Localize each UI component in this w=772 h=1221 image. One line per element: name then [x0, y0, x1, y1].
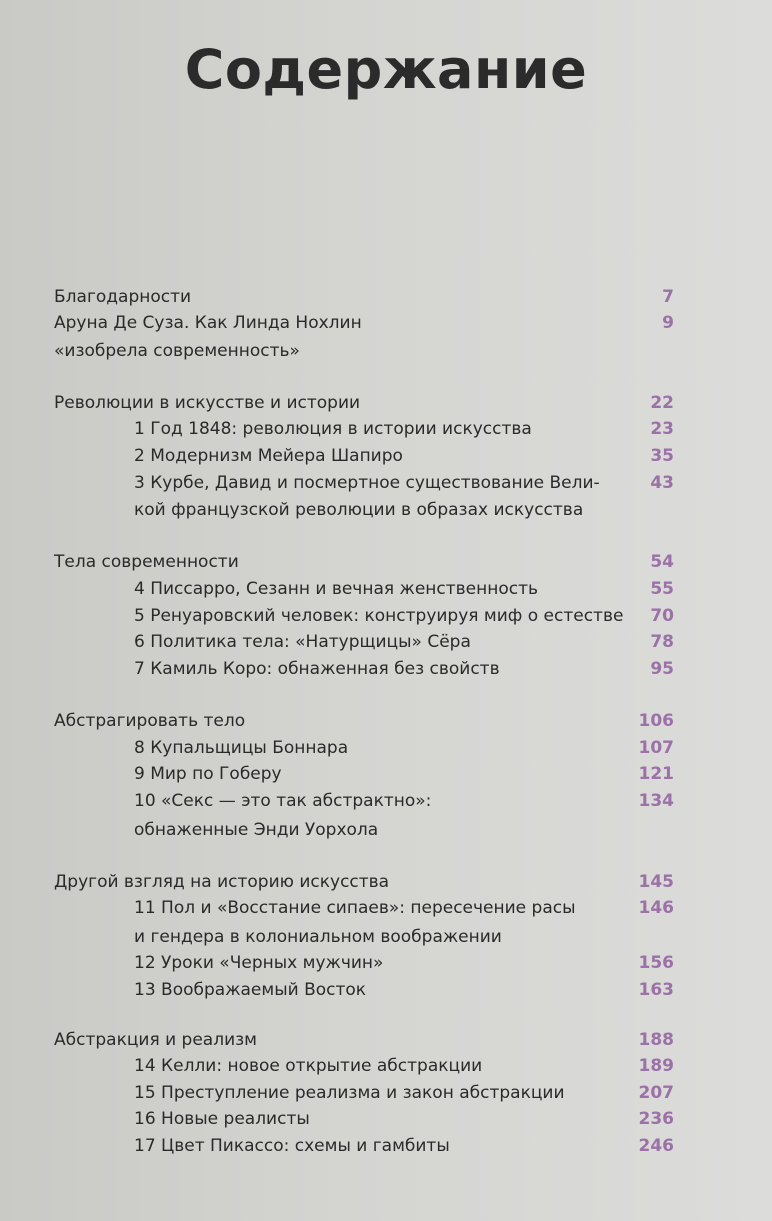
toc-entry-page-number: 236 [638, 1109, 674, 1129]
toc-entry-page-number: 121 [638, 764, 674, 784]
toc-entry-title: кой французской революции в образах искусства [134, 500, 584, 520]
toc-entry [0, 817, 772, 843]
toc-entry [0, 549, 772, 575]
toc-entry-page-number: 95 [650, 659, 674, 679]
toc-entry-page-number: 145 [638, 872, 674, 892]
toc-entry-page-number: 78 [650, 632, 674, 652]
toc-entry [0, 656, 772, 682]
toc-entry-page-number: 107 [638, 738, 674, 758]
toc-entry-page-number: 70 [650, 606, 674, 626]
page-title: Содержание [184, 38, 588, 101]
toc-entry-page-number: 163 [638, 980, 674, 1000]
toc-entry-page-number: 156 [638, 953, 674, 973]
toc-entry [0, 576, 772, 602]
toc-entry-page-number: 207 [638, 1083, 674, 1103]
toc-entry [0, 629, 772, 655]
toc-entry [0, 390, 772, 416]
toc-entry [0, 470, 772, 496]
toc-entry [0, 284, 772, 310]
toc-entry-page-number: 22 [650, 393, 674, 413]
toc-entry [0, 977, 772, 1003]
toc-entry-page-number: 23 [650, 419, 674, 439]
toc-entry-title: 1 Год 1848: революция в истории искусства [134, 419, 532, 439]
toc-entry-title: 6 Политика тела: «Натурщицы» Сёра [134, 632, 471, 652]
toc-entry [0, 708, 772, 734]
toc-entry-page-number: 9 [662, 313, 674, 333]
toc-entry [0, 416, 772, 442]
toc-entry-page-number: 43 [650, 473, 674, 493]
toc-entry [0, 603, 772, 629]
toc-entry-title: Благодарности [54, 287, 192, 307]
toc-entry-title: Аруна Де Суза. Как Линда Нохлин [54, 313, 362, 333]
toc-entry-page-number: 246 [638, 1136, 674, 1156]
toc-entry-title: Революции в искусстве и истории [54, 393, 361, 413]
toc-entry-page-number: 35 [650, 446, 674, 466]
toc-entry-title: обнаженные Энди Уорхола [134, 820, 379, 840]
toc-entry [0, 924, 772, 950]
toc-entry [0, 788, 772, 814]
toc-entry [0, 1080, 772, 1106]
toc-entry [0, 443, 772, 469]
toc-entry-page-number: 134 [638, 791, 674, 811]
toc-entry-title: Тела современности [54, 552, 239, 572]
toc-entry-title: 16 Новые реалисты [134, 1109, 310, 1129]
toc-entry-page-number: 54 [650, 552, 674, 572]
toc-entry [0, 869, 772, 895]
toc-entry-page-number: 106 [638, 711, 674, 731]
toc-entry-title: 10 «Секс — это так абстрактно»: [134, 791, 432, 811]
toc-entry [0, 1133, 772, 1159]
toc-entry-title: 11 Пол и «Восстание сипаев»: пересечение расы [134, 898, 576, 918]
toc-entry-title: 17 Цвет Пикассо: схемы и гамбиты [134, 1136, 450, 1156]
toc-entry [0, 497, 772, 523]
toc-entry-title: «изобрела современность» [54, 341, 300, 361]
toc-entry [0, 1053, 772, 1079]
toc-entry-title: 3 Курбе, Давид и посмертное существование Вели- [134, 473, 600, 493]
toc-entry [0, 310, 772, 336]
toc-entry-title: 5 Ренуаровский человек: конструируя миф о естестве [134, 606, 624, 626]
toc-entry-title: 2 Модернизм Мейера Шапиро [134, 446, 403, 466]
toc-entry-page-number: 146 [638, 898, 674, 918]
toc-entry [0, 1106, 772, 1132]
toc-entry-title: 13 Воображаемый Восток [134, 980, 367, 1000]
toc-entry-page-number: 7 [662, 287, 674, 307]
toc-entry-title: 15 Преступление реализма и закон абстракции [134, 1083, 565, 1103]
toc-entry-title: 7 Камиль Коро: обнаженная без свойств [134, 659, 500, 679]
toc-entry-title: 4 Писсарро, Сезанн и вечная женственность [134, 579, 539, 599]
toc-entry-title: 8 Купальщицы Боннара [134, 738, 349, 758]
toc-entry-title: 12 Уроки «Черных мужчин» [134, 953, 384, 973]
toc-entry-page-number: 188 [638, 1030, 674, 1050]
toc-entry-title: 14 Келли: новое открытие абстракции [134, 1056, 483, 1076]
toc-entry-title: 9 Мир по Гоберу [134, 764, 282, 784]
toc-entry [0, 761, 772, 787]
toc-entry-title: Абстрагировать тело [54, 711, 246, 731]
toc-entry [0, 735, 772, 761]
toc-entry [0, 1027, 772, 1053]
toc-entry-page-number: 55 [650, 579, 674, 599]
toc-entry [0, 338, 772, 364]
toc-entry-title: и гендера в колониальном воображении [134, 927, 502, 947]
toc-entry-title: Другой взгляд на историю искусства [54, 872, 390, 892]
toc-entry [0, 895, 772, 921]
toc-entry-title: Абстракция и реализм [54, 1030, 257, 1050]
toc-entry-page-number: 189 [638, 1056, 674, 1076]
toc-entry [0, 950, 772, 976]
